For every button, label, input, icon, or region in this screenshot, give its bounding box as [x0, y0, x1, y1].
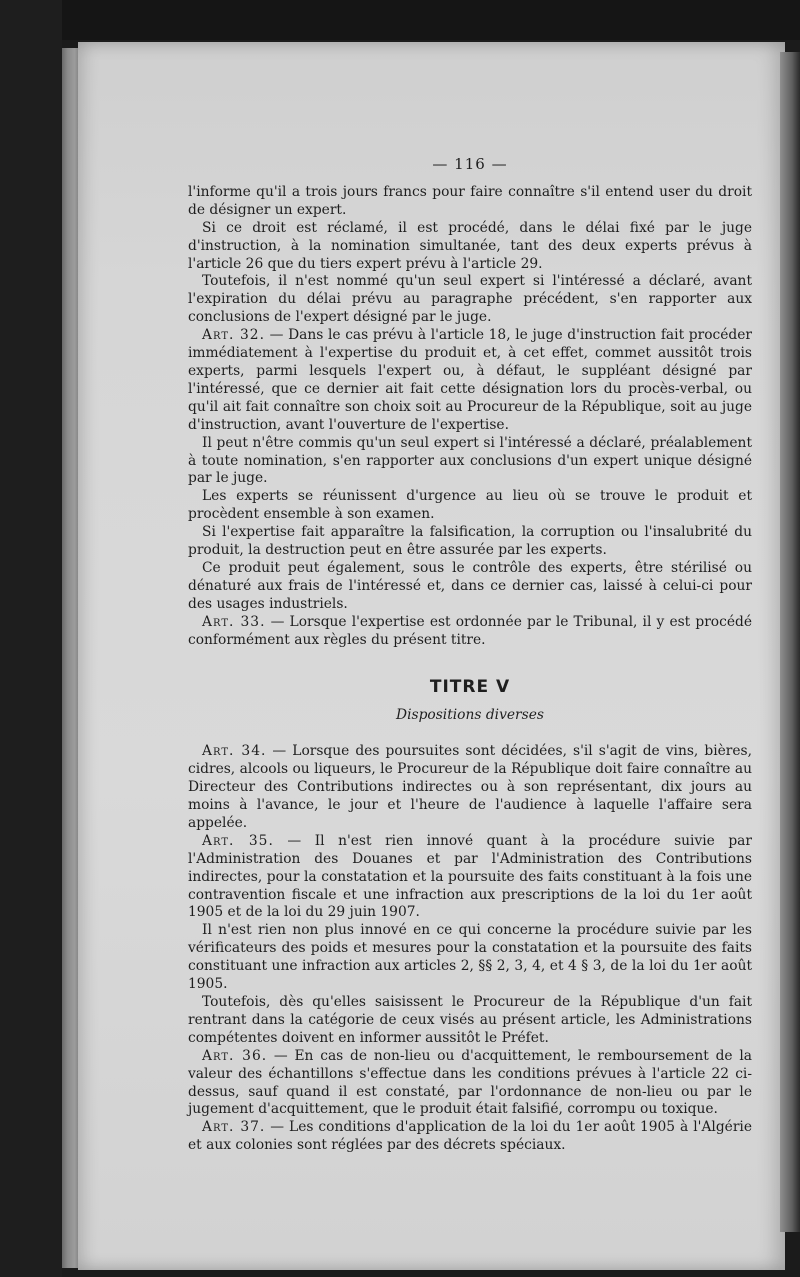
paragraph-text: — Dans le cas prévu à l'article 18, le juge d'instruction fait procéder immédiatement à l'expertise du produit et, à cet effet, commet aussitôt trois experts, parmi lesquels l'expert ou, à défaut, le suppléant désigné par l'intéressé, que ce dernier ait fait cette désignation lors du procès-verbal, ou qu'il ait fait connaître son choix soit au Procureur de la République, soit au juge d'instruction, avant l'ouverture de l'expertise. — [188, 327, 752, 433]
section-subtitle: Dispositions diverses — [396, 707, 544, 724]
article-number: Art. 34. — [202, 743, 267, 760]
paragraphs-after — [188, 743, 752, 1155]
paragraph-text: Toutefois, il n'est nommé qu'un seul expert si l'intéressé a déclaré, avant l'expiration du délai prévu au paragraphe précédent, s'en rapporter aux conclusions de l'expert désigné par le juge. — [188, 273, 752, 326]
paragraph — [188, 560, 752, 614]
paragraph-text: — Il n'est rien innové quant à la procédure suivie par l'Administration des Douanes et par l'Administration des Contributions indirectes, pour la constatation et la poursuite des faits constituant à la fois une contravention fiscale et une infraction aux prescriptions de la loi du 1er août 1905 et de la loi du 29 juin 1907. — [188, 832, 752, 921]
page-number: — 116 — — [432, 155, 508, 173]
paragraph-text: Il peut n'être commis qu'un seul expert si l'intéressé a déclaré, préalablement à toute nomination, s'en rapporter aux conclusions d'un expert unique désigné par le juge. — [188, 434, 752, 487]
page-right-edge — [780, 52, 800, 1232]
paragraph — [188, 184, 752, 220]
scan-background-left — [0, 0, 62, 1277]
paragraph — [188, 922, 752, 994]
paragraph — [188, 273, 752, 327]
paragraph-text: — Lorsque l'expertise est ordonnée par le Tribunal, il y est procédé conformément aux règles du présent titre. — [188, 613, 752, 648]
paragraph-text: — En cas de non-lieu ou d'acquittement, le remboursement de la valeur des échantillons s'effectue dans les conditions prévues à l'article 22 ci-dessus, sauf quand il est constaté, par l'ordonnance de non-lieu ou par le jugement d'acquittement, que le produit était falsifié, corrompu ou toxique. — [188, 1047, 752, 1118]
article-number: Art. 35. — [202, 832, 274, 849]
paragraph — [188, 327, 752, 434]
scan-background-top — [0, 0, 800, 40]
paragraph-text: Si l'expertise fait apparaître la falsification, la corruption ou l'insalubrité du produit, la destruction peut en être assurée par les experts. — [188, 524, 752, 559]
paragraph — [188, 435, 752, 489]
paragraph — [188, 1048, 752, 1120]
paragraph — [188, 994, 752, 1048]
paragraph-text: Les experts se réunissent d'urgence au lieu où se trouve le produit et procèdent ensemble à son examen. — [188, 488, 752, 523]
paragraph — [188, 833, 752, 923]
section-title: TITRE V — [429, 677, 511, 698]
page-text — [188, 156, 752, 1155]
paragraph — [188, 488, 752, 524]
paragraph-text: Il n'est rien non plus innové en ce qui concerne la procédure suivie par les vérificateurs des poids et mesures pour la constatation et la poursuite des faits constituant une infraction aux articles 2, §§ 2, 3, 4, et 4 § 3, de la loi du 1er août 1905. — [188, 922, 752, 993]
article-number: Art. 32. — [202, 327, 265, 344]
paragraph-text: Si ce droit est réclamé, il est procédé, dans le délai fixé par le juge d'instruction, à la nomination simultanée, tant des deux experts prévus à l'article 26 que du tiers expert prévu à l'article 29. — [188, 219, 752, 272]
article-number: Art. 37. — [202, 1119, 266, 1136]
paragraph-text: — Les conditions d'application de la loi du 1er août 1905 à l'Algérie et aux colonies sont réglées par des décrets spéciaux. — [188, 1119, 752, 1154]
paragraph — [188, 614, 752, 650]
paragraph — [188, 220, 752, 274]
paragraph-text: Toutefois, dès qu'elles saisissent le Procureur de la République d'un fait rentrant dans la catégorie de ceux visés au présent article, les Administrations compétentes doivent en informer aussitôt le Préfet. — [188, 993, 752, 1046]
paragraph — [188, 524, 752, 560]
paragraphs-before — [188, 184, 752, 650]
paragraph-text: Ce produit peut également, sous le contrôle des experts, être stérilisé ou dénaturé aux frais de l'intéressé et, dans ce dernier cas, laissé à celui-ci pour des usages industriels. — [188, 559, 752, 612]
article-number: Art. 36. — [202, 1047, 268, 1064]
paragraph-text: — Lorsque des poursuites sont décidées, s'il s'agit de vins, bières, cidres, alcools ou liqueurs, le Procureur de la République doit faire connaître au Directeur des Contributions indirectes ou à son représentant, dix jours au moins à l'avance, le jour et l'heure de l'audience à laquelle l'affaire sera appelée. — [188, 743, 752, 831]
article-number: Art. 33. — [202, 613, 266, 630]
paragraph — [188, 743, 752, 833]
paragraph — [188, 1119, 752, 1155]
paragraph-text: l'informe qu'il a trois jours francs pour faire connaître s'il entend user du droit de désigner un expert. — [188, 183, 752, 218]
